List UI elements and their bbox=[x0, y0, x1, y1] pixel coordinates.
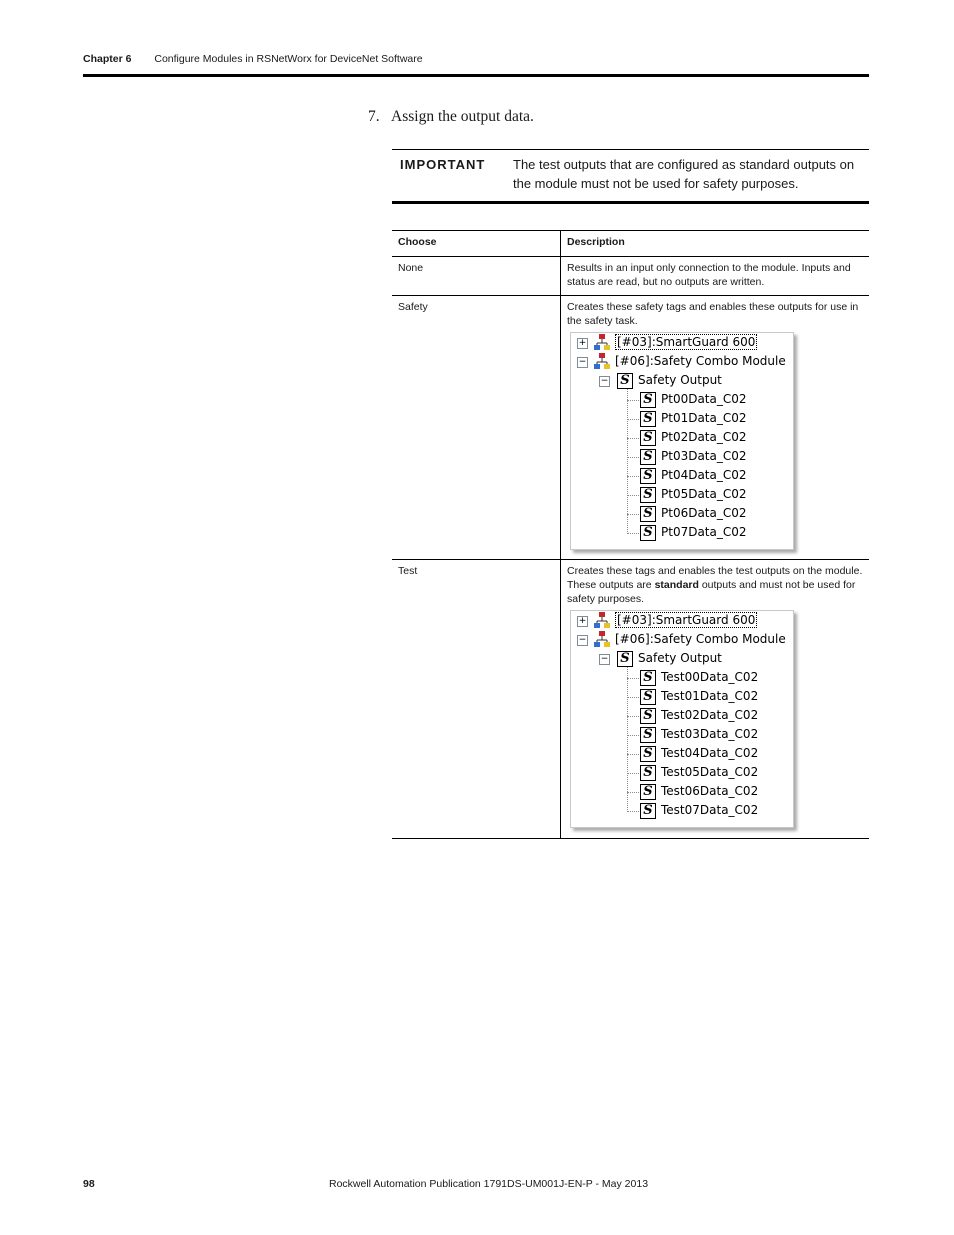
description-cell bbox=[561, 560, 870, 839]
tree-connector bbox=[627, 735, 639, 736]
safety-s-icon: S bbox=[617, 651, 633, 667]
tree-node-tag[interactable]: Pt00Data_C02 bbox=[661, 392, 747, 406]
safety-s-icon: S bbox=[640, 765, 656, 781]
safety-s-icon: S bbox=[640, 803, 656, 819]
tree-node-tag[interactable]: Test06Data_C02 bbox=[661, 784, 759, 798]
choose-cell: Test bbox=[392, 560, 561, 839]
safety-s-icon: S bbox=[617, 373, 633, 389]
tree-connector bbox=[627, 667, 628, 812]
description-bold-word: standard bbox=[654, 579, 699, 591]
tree-node-tag[interactable]: Pt05Data_C02 bbox=[661, 487, 747, 501]
tree-connector bbox=[627, 495, 639, 496]
tree-node-tag[interactable]: Test07Data_C02 bbox=[661, 803, 759, 817]
tree-connector bbox=[627, 792, 639, 793]
column-header-description: Description bbox=[561, 231, 870, 257]
minus-expander-icon[interactable]: − bbox=[578, 357, 587, 367]
tree-node-tag[interactable]: Pt07Data_C02 bbox=[661, 525, 747, 539]
tree-connector bbox=[627, 697, 639, 698]
tree-connector bbox=[627, 533, 639, 534]
tree-connector bbox=[627, 678, 639, 679]
safety-s-icon: S bbox=[640, 392, 656, 408]
description-text bbox=[567, 564, 863, 606]
tree-connector bbox=[627, 514, 639, 515]
test-tag-tree bbox=[570, 610, 794, 828]
table-header-row bbox=[392, 231, 869, 257]
tree-node-safety-output[interactable]: Safety Output bbox=[638, 373, 722, 387]
tree-connector bbox=[627, 476, 639, 477]
safety-s-icon: S bbox=[640, 784, 656, 800]
column-header-choose: Choose bbox=[392, 231, 561, 257]
tree-node-tag[interactable]: Pt01Data_C02 bbox=[661, 411, 747, 425]
table-row-test bbox=[392, 560, 869, 839]
page-number: 98 bbox=[83, 1178, 95, 1190]
tree-connector bbox=[627, 419, 639, 420]
tree-node-safety-combo-module[interactable]: [#06]:Safety Combo Module bbox=[615, 354, 786, 368]
choose-cell: Safety bbox=[392, 296, 561, 560]
tree-connector bbox=[627, 389, 628, 534]
choose-cell: None bbox=[392, 257, 561, 296]
tree-node-tag[interactable]: Pt04Data_C02 bbox=[661, 468, 747, 482]
tree-node-safety-output[interactable]: Safety Output bbox=[638, 651, 722, 665]
description-text-end: outputs and must not be used for safety purposes. bbox=[567, 579, 856, 605]
important-label: IMPORTANT bbox=[400, 157, 486, 172]
tree-connector bbox=[627, 438, 639, 439]
header-rule bbox=[83, 74, 869, 77]
tree-node-tag[interactable]: Pt02Data_C02 bbox=[661, 430, 747, 444]
safety-s-icon: S bbox=[640, 746, 656, 762]
plus-expander-icon[interactable]: + bbox=[578, 616, 587, 626]
safety-s-icon: S bbox=[640, 670, 656, 686]
minus-expander-icon[interactable]: − bbox=[600, 654, 609, 664]
tree-node-tag[interactable]: Pt03Data_C02 bbox=[661, 449, 747, 463]
safety-s-icon: S bbox=[640, 487, 656, 503]
output-data-table bbox=[392, 230, 869, 839]
tree-connector bbox=[627, 811, 639, 812]
tree-connector bbox=[627, 773, 639, 774]
safety-s-icon: S bbox=[640, 468, 656, 484]
important-note bbox=[392, 149, 869, 204]
description-cell bbox=[561, 296, 870, 560]
minus-expander-icon[interactable]: − bbox=[578, 635, 587, 645]
safety-s-icon: S bbox=[640, 430, 656, 446]
safety-s-icon: S bbox=[640, 506, 656, 522]
tree-node-tag[interactable]: Test03Data_C02 bbox=[661, 727, 759, 741]
step-number: 7. bbox=[368, 108, 380, 125]
network-device-icon bbox=[594, 353, 610, 369]
tree-node-tag[interactable]: Test04Data_C02 bbox=[661, 746, 759, 760]
safety-s-icon: S bbox=[640, 727, 656, 743]
safety-s-icon: S bbox=[640, 525, 656, 541]
safety-tag-tree bbox=[570, 332, 794, 550]
tree-node-tag[interactable]: Pt06Data_C02 bbox=[661, 506, 747, 520]
minus-expander-icon[interactable]: − bbox=[600, 376, 609, 386]
safety-s-icon: S bbox=[640, 449, 656, 465]
safety-s-icon: S bbox=[640, 708, 656, 724]
tree-connector bbox=[627, 754, 639, 755]
table-row-safety bbox=[392, 296, 869, 560]
tree-connector bbox=[627, 400, 639, 401]
chapter-title: Configure Modules in RSNetWorx for DeviceNet Software bbox=[154, 53, 423, 65]
step-heading bbox=[368, 108, 534, 126]
network-device-icon bbox=[594, 612, 610, 628]
safety-s-icon: S bbox=[640, 411, 656, 427]
description-text: Creates these safety tags and enables these outputs for use in the safety task. bbox=[567, 301, 859, 327]
plus-expander-icon[interactable]: + bbox=[578, 338, 587, 348]
tree-connector bbox=[627, 716, 639, 717]
description-cell: Results in an input only connection to the module. Inputs and status are read, but no outputs are written. bbox=[561, 257, 870, 296]
page-header bbox=[83, 53, 423, 65]
step-text: Assign the output data. bbox=[391, 108, 534, 125]
tree-node-tag[interactable]: Test00Data_C02 bbox=[661, 670, 759, 684]
tree-node-tag[interactable]: Test05Data_C02 bbox=[661, 765, 759, 779]
network-device-icon bbox=[594, 334, 610, 350]
tree-connector bbox=[627, 457, 639, 458]
important-text: The test outputs that are configured as standard outputs on the module must not be used for safety purposes. bbox=[513, 157, 855, 191]
tree-node-smartguard[interactable]: [#03]:SmartGuard 600 bbox=[617, 335, 756, 349]
publication-info: Rockwell Automation Publication 1791DS-UM001J-EN-P - May 2013 bbox=[329, 1178, 649, 1190]
chapter-label: Chapter 6 bbox=[83, 53, 132, 65]
table-row-none bbox=[392, 257, 869, 296]
safety-s-icon: S bbox=[640, 689, 656, 705]
tree-node-tag[interactable]: Test02Data_C02 bbox=[661, 708, 759, 722]
tree-node-smartguard[interactable]: [#03]:SmartGuard 600 bbox=[617, 613, 756, 627]
tree-node-safety-combo-module[interactable]: [#06]:Safety Combo Module bbox=[615, 632, 786, 646]
description-text-start: Creates these tags and enables the test outputs on the module. These outputs are bbox=[567, 565, 863, 591]
network-device-icon bbox=[594, 631, 610, 647]
tree-node-tag[interactable]: Test01Data_C02 bbox=[661, 689, 759, 703]
